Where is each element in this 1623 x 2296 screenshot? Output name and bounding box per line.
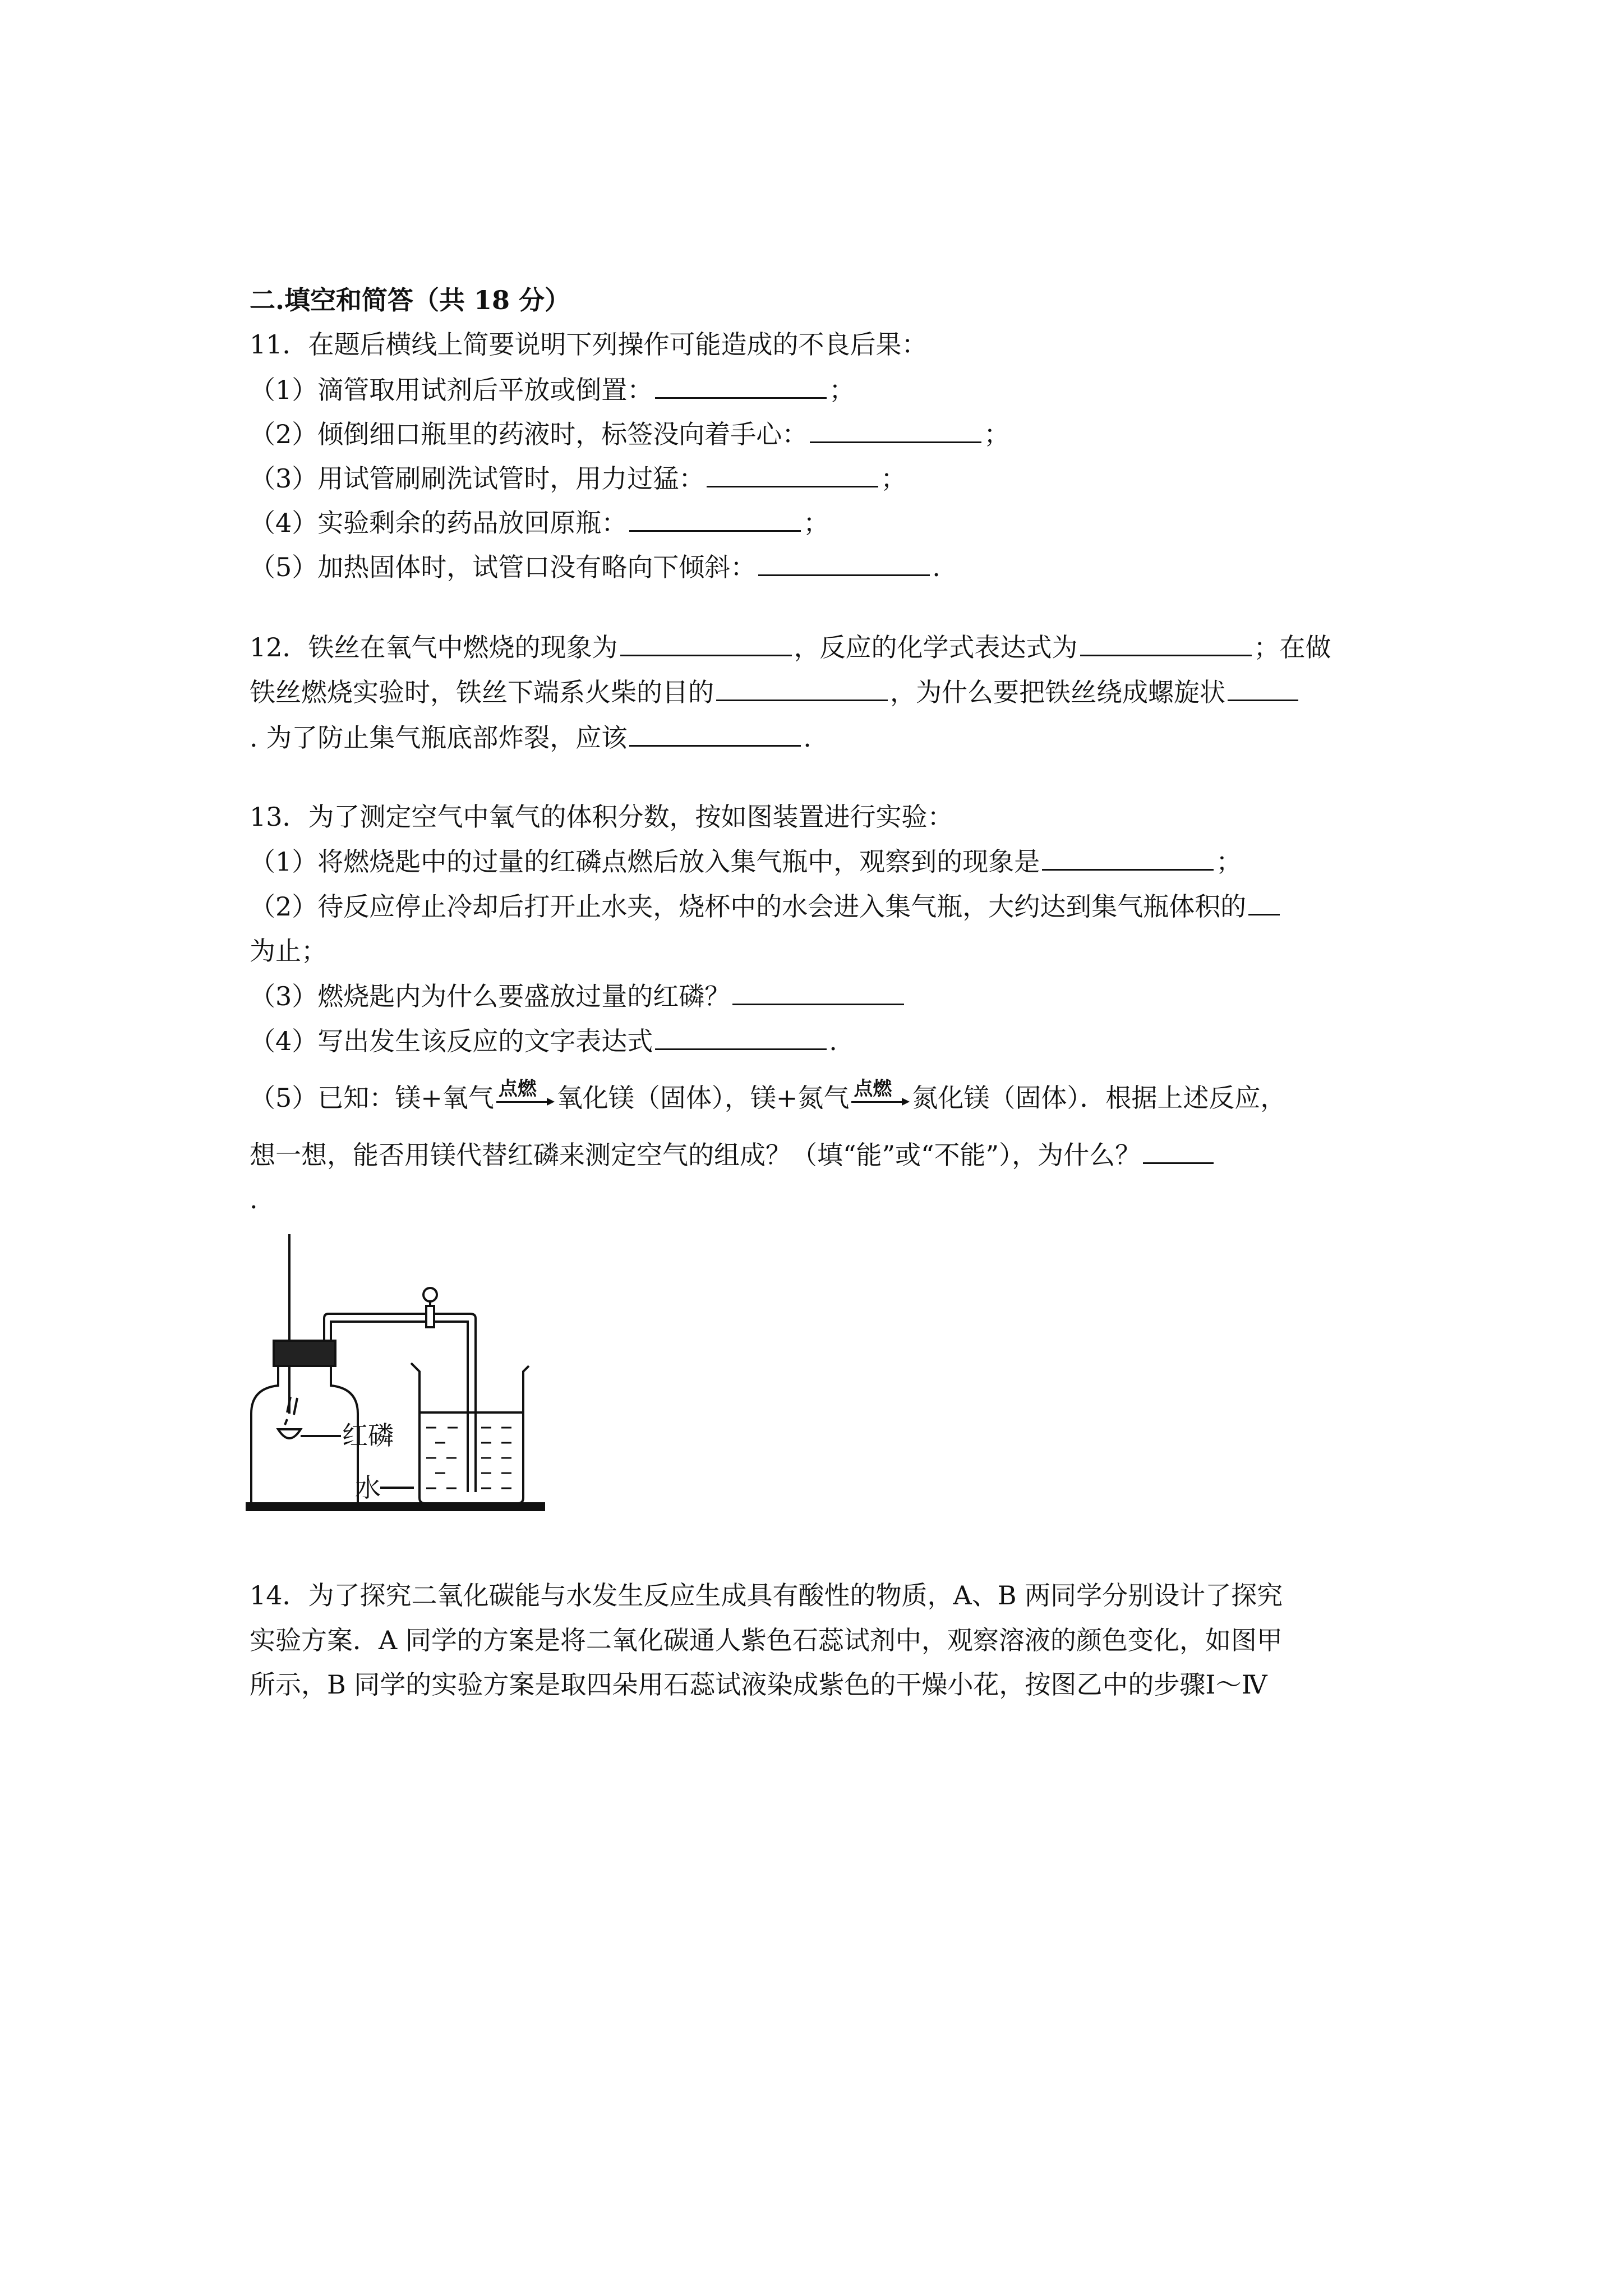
- q13-part-5-text-a: （5）已知：镁+氧气: [250, 1083, 494, 1113]
- water-clamp: [426, 1306, 434, 1327]
- q11-item-2-end: ；: [984, 419, 1010, 449]
- q13-part-1-text: （1）将燃烧匙中的过量的红磷点燃后放入集气瓶中，观察到的现象是: [250, 846, 1040, 877]
- q13-part-3: [250, 979, 906, 1013]
- answer-blank[interactable]: [810, 417, 981, 443]
- answer-blank[interactable]: [1080, 630, 1252, 656]
- q11-stem: 11．在题后横线上简要说明下列操作可能造成的不良后果：: [250, 329, 928, 360]
- reaction-condition: 点燃: [854, 1078, 892, 1100]
- delivery-tube-inner: [331, 1322, 468, 1492]
- q13-part-2-cont: 为止；: [250, 936, 327, 966]
- q11-item-4: [250, 505, 829, 540]
- q13-part-6-text: 想一想，能否用镁代替红磷来测定空气的组成？（填“能”或“不能”），为什么？: [250, 1140, 1141, 1170]
- reaction-arrow: [494, 1078, 557, 1115]
- beaker: [411, 1363, 529, 1503]
- q11-item-5: [250, 550, 940, 584]
- arrow-icon: [851, 1101, 907, 1103]
- q14-line-3: 所示，B 同学的实验方案是取四朵用石蕊试液染成紫色的干燥小花，按图乙中的步骤Ⅰ～Ⅳ: [250, 1669, 1267, 1700]
- q12-text-c: ；在做: [1253, 632, 1331, 662]
- q13-part-3-text: （3）燃烧匙内为什么要盛放过量的红磷？: [250, 981, 731, 1011]
- q12-text-g: .: [803, 723, 811, 753]
- answer-blank[interactable]: [655, 1024, 827, 1050]
- q11-item-1-text: （1）滴管取用试剂后平放或倒置：: [250, 375, 653, 405]
- q13-part-2: [250, 889, 1282, 923]
- q12-line-3: [250, 720, 811, 754]
- answer-blank[interactable]: [716, 675, 888, 701]
- q11-item-4-end: ；: [803, 508, 829, 538]
- answer-blank[interactable]: [1042, 844, 1214, 871]
- q11-item-4-text: （4）实验剩余的药品放回原瓶：: [250, 508, 628, 538]
- answer-blank[interactable]: [732, 979, 904, 1005]
- q11-item-2-text: （2）倾倒细口瓶里的药液时，标签没向着手心：: [250, 419, 808, 449]
- q13-part-6: [250, 1138, 1216, 1172]
- reaction-arrow: [849, 1078, 912, 1115]
- q12-line-1: [250, 630, 1331, 664]
- q13-part-4-end: .: [829, 1026, 837, 1056]
- label-water: 水: [355, 1473, 381, 1503]
- q14-line-1: 14．为了探究二氧化碳能与水发生反应生成具有酸性的物质，A、B 两同学分别设计了探究: [250, 1580, 1283, 1611]
- section-title: 二.填空和简答（共 18 分）: [250, 285, 571, 315]
- q11-item-5-end: .: [932, 552, 940, 582]
- answer-blank[interactable]: [1228, 675, 1298, 701]
- q11-item-1: [250, 372, 855, 407]
- answer-blank[interactable]: [655, 372, 827, 399]
- answer-blank[interactable]: [758, 550, 930, 576]
- q13-part-5-text-b: 氧化镁（固体），镁+氮气: [556, 1083, 850, 1113]
- flame-icon: [285, 1397, 297, 1425]
- q11-item-3-end: ；: [880, 463, 907, 494]
- answer-blank[interactable]: [629, 720, 801, 747]
- clamp-screw: [423, 1288, 437, 1301]
- q13-part-1-end: ；: [1216, 846, 1242, 877]
- answer-blank[interactable]: [620, 630, 792, 656]
- apparatus-figure: [246, 1234, 560, 1515]
- q12-text-b: ，反应的化学式表达式为: [794, 632, 1078, 662]
- q11-item-5-text: （5）加热固体时，试管口没有略向下倾斜：: [250, 552, 757, 582]
- q12-line-2: [250, 675, 1301, 709]
- q12-text-d: 铁丝燃烧实验时，铁丝下端系火柴的目的: [250, 677, 714, 707]
- q11-item-3-text: （3）用试管刷刷洗试管时，用力过猛：: [250, 463, 705, 494]
- q11-item-1-end: ；: [829, 375, 855, 405]
- delivery-tube: [324, 1314, 476, 1492]
- q13-part-4-text: （4）写出发生该反应的文字表达式: [250, 1026, 653, 1056]
- answer-blank[interactable]: [1143, 1138, 1214, 1164]
- reaction-condition: 点燃: [498, 1078, 537, 1100]
- q13-part-5: [250, 1078, 1287, 1115]
- stopper: [274, 1341, 335, 1366]
- answer-blank[interactable]: [707, 461, 878, 487]
- q13-part-4: [250, 1024, 837, 1058]
- q13-part-1: [250, 844, 1242, 878]
- burning-spoon: [278, 1429, 301, 1438]
- q13-stem: 13．为了测定空气中氧气的体积分数，按如图装置进行实验：: [250, 802, 953, 832]
- q12-text-e: ，为什么要把铁丝绕成螺旋状: [890, 677, 1225, 707]
- answer-blank[interactable]: [629, 505, 801, 532]
- q14-line-2: 实验方案．A 同学的方案是将二氧化碳通人紫色石蕊试剂中，观察溶液的颜色变化，如图甲: [250, 1625, 1283, 1655]
- q11-item-3: [250, 461, 906, 495]
- q12-text-f: . 为了防止集气瓶底部炸裂，应该: [250, 723, 628, 753]
- q13-part-7: .: [250, 1184, 258, 1214]
- answer-blank[interactable]: [1248, 889, 1280, 915]
- q12-text-a: 12．铁丝在氧气中燃烧的现象为: [250, 632, 618, 662]
- arrow-icon: [496, 1101, 552, 1103]
- label-red-phosphorus: 红磷: [342, 1420, 394, 1451]
- q11-item-2: [250, 417, 1009, 451]
- q13-part-2-text: （2）待反应停止冷却后打开止水夹，烧杯中的水会进入集气瓶，大约达到集气瓶体积的: [250, 891, 1247, 922]
- q13-part-5-text-c: 氮化镁（固体）．根据上述反应，: [912, 1083, 1287, 1113]
